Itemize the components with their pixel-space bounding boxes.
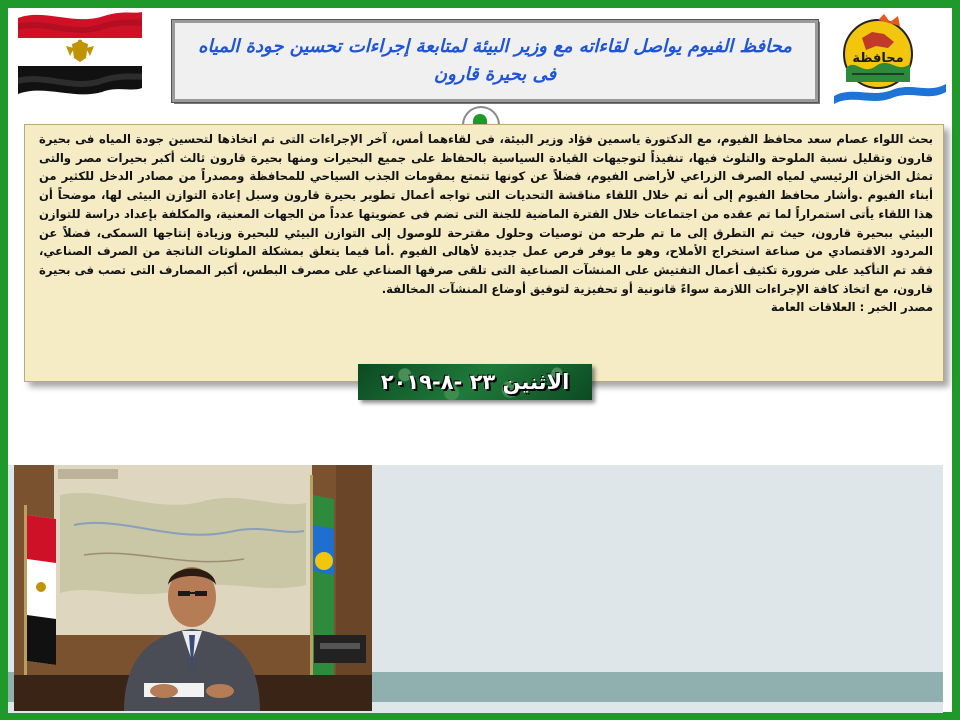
headline-box <box>172 20 818 102</box>
article-source: مصدر الخبر : العلاقات العامة <box>770 300 933 315</box>
governor-office-photo <box>14 465 372 711</box>
date-banner <box>358 364 592 400</box>
decorative-dot-icon <box>473 114 487 124</box>
date-label: الاثنين ٢٣ -٨-٢٠١٩ <box>380 370 570 394</box>
svg-text:محافظة: محافظة <box>852 51 904 66</box>
egypt-flag-icon <box>14 8 146 98</box>
article-body: بحث اللواء عصام سعد محافظ الفيوم، مع الدكتورة ياسمين فؤاد وزير البيئة، فى لقاءهما أمس، آخر الإجراءات التى تم اتخاذها لتحسين جودة المياه فى بحيرة قارون وتقليل نسبة الملوحة والتلوث فيها، تنفيذاً لتوجيهات القيادة السياسية بالحفاظ على جميع البحيرات ومنها بحيرة قارون ثالث أكبر بحيرات مصر والتى تمثل الخزان الرئيسي لمياه الصرف الزراعي لأراضى الفيوم، فضلاً عن كونها تتمتع بمقومات الجذب السياحي للمحافظة ومصدراً من مصادر الدخل للكثير من أبناء الفيوم .وأشار محافظ الفيوم إلى أنه تم خلال اللقاء مناقشة التحديات التى تواجه أعمال تطوير بحيرة قارون وسبل إعادة التوازن البيئى لها، موضحاً أن هذا اللقاء يأتى استمراراً لما تم عقده من اجتماعات خلال الفترة الماضية للجنة التى تضم فى عضويتها عدداً من الجهات المعنية، والمكلفة بإعداد دراسة للتوازن البيئي ببحيرة قارون، حيث تم التطرق إلى ما تم طرحه من توصيات وحلول مقترحة للوصول إلى التوازن البيئي للبحيرة وزيادة إنتاجها السمكى، فضلاً عن المردود الاقتصادي من صناعة استخراج الأملاح، وهو ما يوفر فرص عمل جديدة لأهالى الفيوم .أما فيما يتعلق بمشكلة الملوثات الناتجة من الصرف الصناعي، فقد تم التأكيد على ضرورة تكثيف أعمال التفتيش على المنشآت الصناعية التى تلقى صرفها الصناعي على مصرف البطس، أكبر المصارف التى تصب فى بحيرة قارون، مع اتخاذ كافة الإجراءات اللازمة سواءً قانونية أو تحفيزية لتوفيق أوضاع المنشآت المخالفة. <box>39 132 933 296</box>
fayoum-governorate-logo-icon <box>832 12 948 106</box>
article-card <box>24 124 944 382</box>
headline-title: محافظ الفيوم يواصل لقاءاته مع وزير البيئة لمتابعة إجراءات تحسين جودة المياه فى بحيرة قارون <box>198 36 792 85</box>
